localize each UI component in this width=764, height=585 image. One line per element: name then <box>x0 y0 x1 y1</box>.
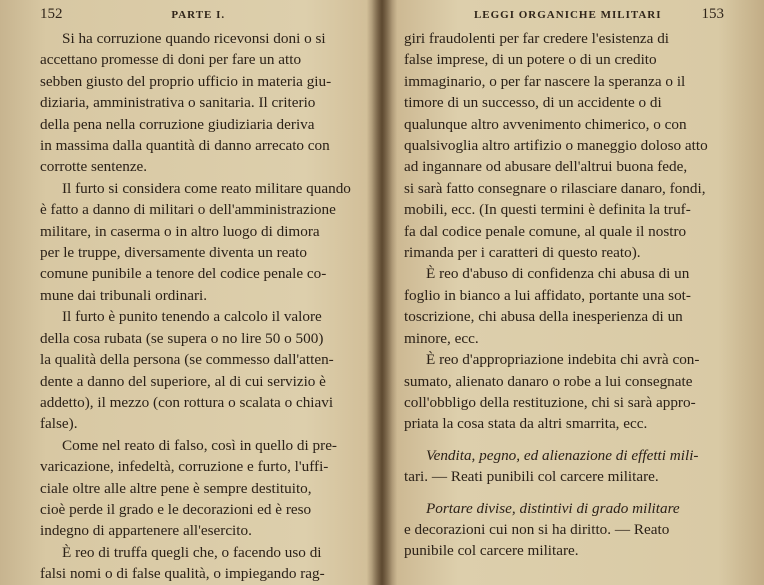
text-line: della pena nella corruzione giudiziaria deriva <box>40 115 315 133</box>
text-line: Portare divise, distintivi di grado militare <box>426 499 680 517</box>
text-line: diziaria, amministrativa o sanitaria. Il criterio <box>40 94 316 112</box>
text-line: È reo d'appropriazione indebita chi avrà con- <box>426 351 700 369</box>
text-line: ad ingannare od abusare dell'altrui buona fede, <box>404 158 688 176</box>
text-line: addetto), il mezzo (con rottura o scalata o chiavi <box>40 393 334 411</box>
text-line: corrotte sentenze. <box>40 158 148 176</box>
running-head-right <box>404 6 724 28</box>
text-line: rimanda per i caratteri di questo reato). <box>404 244 641 262</box>
text-line: dente a danno del superiore, al di cui servizio è <box>40 372 326 390</box>
running-head-left <box>40 6 364 28</box>
text-line: immaginario, o per far nascere la speranza o il <box>404 72 686 90</box>
text-line: in massima dalla quantità di danno arrecato con <box>40 137 330 155</box>
text-line: foglio in bianco a lui affidato, portante una sot- <box>404 286 691 304</box>
text-line: mune dai tribunali ordinari. <box>40 286 208 304</box>
text-line: È reo di truffa quegli che, o facendo uso di <box>62 543 322 561</box>
text-line: mobili, ecc. (In questi termini è definita la truf- <box>404 201 691 219</box>
page-number-left: 152 <box>40 6 63 22</box>
text-line: della cosa rubata (se supera o no lire 50 o 500) <box>40 329 324 347</box>
text-line: varicazione, infedeltà, corruzione e furto, l'uffi- <box>40 458 329 476</box>
text-line: militare, in caserma o in altro luogo di dimora <box>40 222 320 240</box>
text-line: punibile col carcere militare. <box>404 542 579 560</box>
text-line: Il furto si considera come reato militare quando <box>62 179 351 197</box>
text-line: tari. — Reati punibili col carcere militare. <box>404 468 659 486</box>
text-line: qualsivoglia altro artifizio o maneggio doloso atto <box>404 137 708 155</box>
text-line: timore di un successo, di un accidente o di <box>404 94 662 112</box>
text-line: Vendita, pegno, ed alienazione di effetti mili- <box>426 446 699 464</box>
text-line: ciale oltre alle altre pene è sempre destituito, <box>40 479 312 497</box>
right-page-text <box>404 28 724 562</box>
text-line: Il furto è punito tenendo a calcolo il valore <box>62 308 322 326</box>
text-line: la qualità della persona (se commesso dall'atten- <box>40 351 334 369</box>
text-line: si sarà fatto consegnare o rilasciare danaro, fondi, <box>404 179 706 197</box>
text-line: È reo d'abuso di confidenza chi abusa di un <box>426 265 690 283</box>
text-line: e decorazioni cui non si ha diritto. — Reato <box>404 520 670 538</box>
text-line: Come nel reato di falso, così in quello di pre- <box>62 436 337 454</box>
text-line: minore, ecc. <box>404 329 479 347</box>
text-line: fa dal codice penale comune, al quale il nostro <box>404 222 687 240</box>
text-line: falsi nomi o di false qualità, o impiegando rag- <box>40 565 325 583</box>
page-number-right: 153 <box>701 6 724 22</box>
right-page <box>382 0 764 585</box>
text-line: per le truppe, diversamente diventa un reato <box>40 244 307 262</box>
text-line: è fatto a danno di militari o dell'amministrazione <box>40 201 336 219</box>
text-line: false). <box>40 415 78 433</box>
text-line: toscrizione, chi abusa della inesperienza di un <box>404 308 683 326</box>
text-line: false imprese, di un potere o di un credito <box>404 51 657 69</box>
text-line: priata la cosa stata da altri smarrita, ecc. <box>404 415 648 433</box>
text-line: indegno di appartenere all'esercito. <box>40 522 252 540</box>
text-line: sumato, alienato danaro o robe a lui consegnate <box>404 372 693 390</box>
text-line: coll'obbligo della restituzione, chi si sarà appro- <box>404 393 696 411</box>
text-line: Si ha corruzione quando ricevonsi doni o si <box>62 30 326 47</box>
text-line: comune punibile a tenore del codice penale co- <box>40 265 327 283</box>
running-title-right: LEGGI ORGANICHE MILITARI <box>473 9 662 21</box>
text-line: accettano promesse di doni per fare un atto <box>40 51 302 69</box>
left-page-text <box>40 28 364 585</box>
text-line: giri fraudolenti per far credere l'esistenza di <box>404 30 670 47</box>
running-title-left: PARTE I. <box>171 9 226 21</box>
text-line: qualunque altro avvenimento chimerico, o con <box>404 115 687 133</box>
text-line: sebben giusto del proprio ufficio in materia giu- <box>40 72 332 90</box>
text-line: cioè perde il grado e le decorazioni ed è reso <box>40 500 312 518</box>
